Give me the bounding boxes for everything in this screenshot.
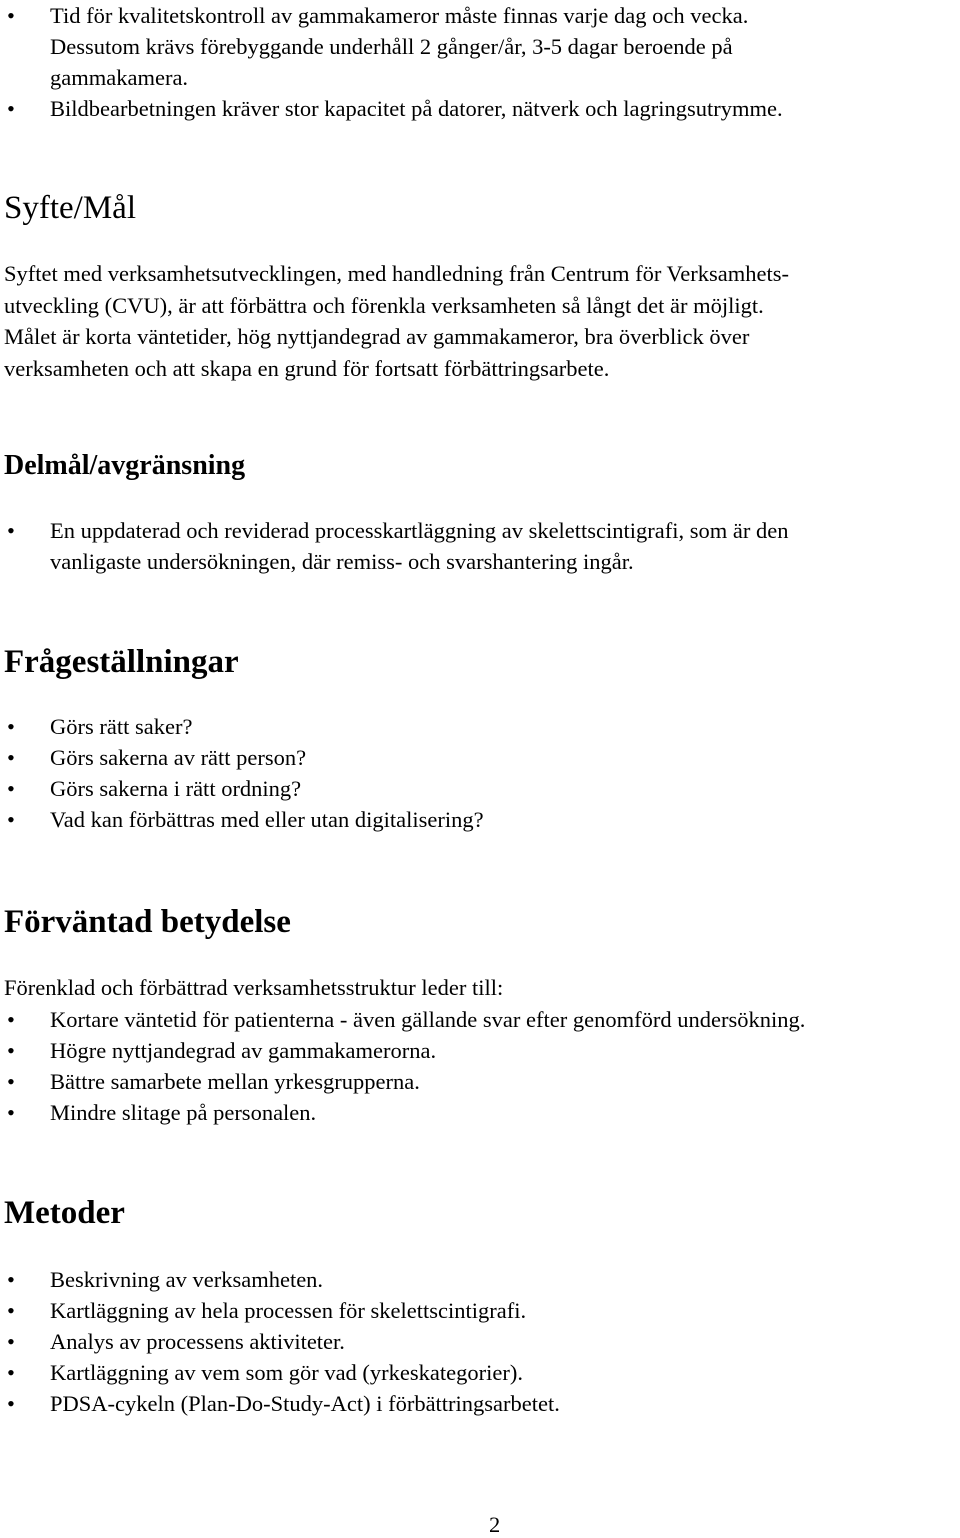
betydelse-bullet-list: [0, 1004, 805, 1128]
bullet-icon: •: [7, 1038, 15, 1063]
list-item: [0, 1004, 805, 1035]
list-item: [0, 1097, 805, 1128]
list-item: [0, 1066, 805, 1097]
bullet-icon: •: [7, 1298, 15, 1323]
paragraph-line: Målet är korta väntetider, hög nyttjandegrad av gammakameror, bra överblick över: [4, 324, 750, 349]
bullet-icon: •: [7, 3, 15, 28]
bullet-icon: •: [7, 518, 15, 543]
bullet-icon: •: [7, 714, 15, 739]
section-heading-betydelse: Förväntad betydelse: [4, 904, 291, 940]
list-item-text: Mindre slitage på personalen.: [50, 1100, 317, 1125]
list-item: [0, 1035, 805, 1066]
metoder-bullet-list: [0, 1264, 560, 1419]
list-item-text: Beskrivning av verksamheten.: [50, 1267, 324, 1292]
list-item: [0, 1326, 560, 1357]
list-item: [0, 1295, 560, 1326]
list-item-text: Analys av processens aktiviteter.: [50, 1329, 345, 1354]
list-item-text: PDSA-cykeln (Plan-Do-Study-Act) i förbättringsarbetet.: [50, 1391, 560, 1416]
paragraph-line: utveckling (CVU), är att förbättra och förenkla verksamheten så långt det är möjligt.: [4, 292, 764, 318]
bullet-icon: •: [7, 1007, 15, 1032]
list-item: [0, 0, 783, 93]
bullet-icon: •: [7, 1360, 15, 1385]
list-item-line: Tid för kvalitetskontroll av gammakameror måste finnas varje dag och vecka.: [50, 3, 749, 28]
bullet-icon: •: [7, 1267, 15, 1292]
paragraph-line: Syftet med verksamhetsutvecklingen, med handledning från Centrum för Verksamhets-: [4, 261, 790, 286]
list-item: [0, 1388, 560, 1419]
section-heading-delmal: Delmål/avgränsning: [4, 450, 246, 481]
list-item: [0, 773, 484, 804]
section-heading-syfte: Syfte/Mål: [4, 190, 136, 226]
betydelse-intro: Förenklad och förbättrad verksamhetsstruktur leder till:: [4, 975, 504, 1000]
list-item-text: Görs sakerna av rätt person?: [50, 745, 307, 770]
list-item-text: Kartläggning av vem som gör vad (yrkeskategorier).: [50, 1360, 523, 1385]
list-item-line: Dessutom krävs förebyggande underhåll 2 gånger/år, 3-5 dagar beroende på: [50, 34, 733, 59]
list-item-text: Görs sakerna i rätt ordning?: [50, 776, 302, 801]
bullet-icon: •: [7, 1100, 15, 1125]
bullet-icon: •: [7, 807, 15, 832]
section-heading-metoder: Metoder: [4, 1195, 125, 1231]
bullet-icon: •: [7, 776, 15, 801]
intro-bullet-list: [0, 0, 783, 124]
list-item: [0, 93, 783, 124]
list-item-text: Kartläggning av hela processen för skelettscintigrafi.: [50, 1298, 527, 1323]
section-heading-fragestallningar: Frågeställningar: [4, 644, 239, 680]
list-item: [0, 1357, 560, 1388]
list-item-line: Bildbearbetningen kräver stor kapacitet på datorer, nätverk och lagringsutrymme.: [50, 96, 783, 121]
bullet-icon: •: [7, 96, 15, 121]
syfte-paragraph: [4, 258, 954, 384]
bullet-icon: •: [7, 1069, 15, 1094]
list-item-text: Vad kan förbättras med eller utan digitalisering?: [50, 807, 484, 832]
delmal-bullet-list: [0, 515, 789, 577]
page-number: 2: [489, 1512, 501, 1537]
list-item-text: Görs rätt saker?: [50, 714, 193, 739]
bullet-icon: •: [7, 1329, 15, 1354]
list-item-line: gammakamera.: [50, 65, 189, 90]
list-item: [0, 1264, 560, 1295]
list-item: [0, 515, 789, 577]
bullet-icon: •: [7, 1391, 15, 1416]
list-item: [0, 711, 484, 742]
list-item-line: En uppdaterad och reviderad processkartläggning av skelettscintigrafi, som är den: [50, 518, 789, 543]
list-item: [0, 742, 484, 773]
list-item-text: Kortare väntetid för patienterna - även gällande svar efter genomförd undersökning.: [50, 1007, 806, 1032]
list-item-text: Högre nyttjandegrad av gammakamerorna.: [50, 1038, 437, 1063]
fragestallningar-bullet-list: [0, 711, 484, 835]
paragraph-line: verksamheten och att skapa en grund för fortsatt förbättringsarbete.: [4, 355, 610, 381]
bullet-icon: •: [7, 745, 15, 770]
list-item-text: Bättre samarbete mellan yrkesgrupperna.: [50, 1069, 420, 1094]
list-item-line: vanligaste undersökningen, där remiss- och svarshantering ingår.: [50, 549, 634, 574]
list-item: [0, 804, 484, 835]
